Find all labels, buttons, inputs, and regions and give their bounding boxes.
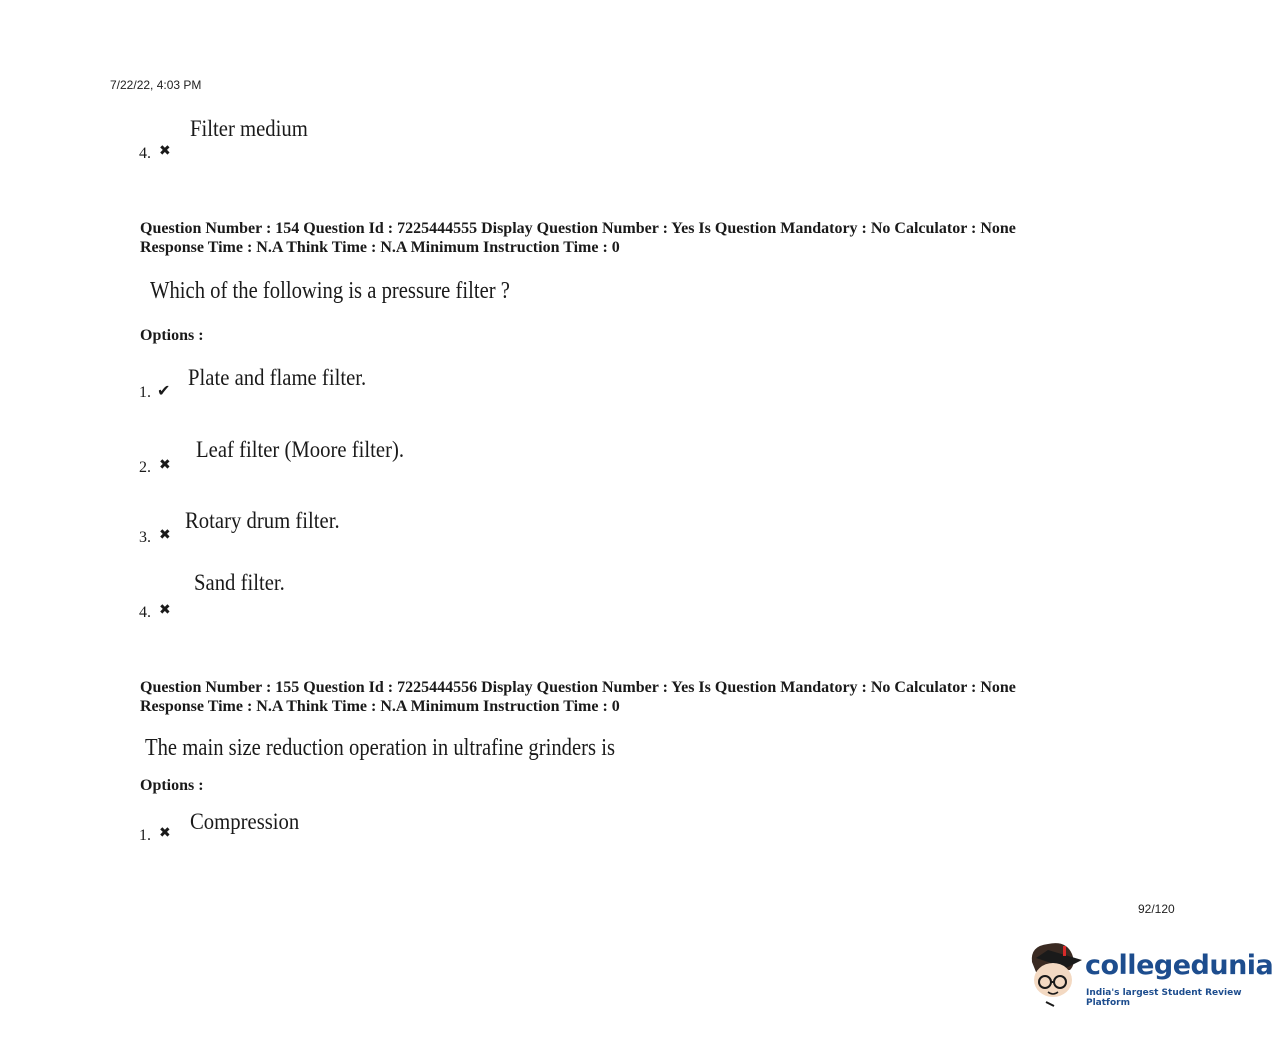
- cross-icon: ✖: [159, 457, 171, 473]
- options-label: Options :: [140, 327, 204, 344]
- option-text: Rotary drum filter.: [185, 508, 340, 533]
- question-meta: [140, 219, 1140, 257]
- option-text: Compression: [190, 809, 300, 834]
- option-number: 1.: [139, 827, 151, 844]
- question-text: The main size reduction operation in ultrafine grinders is: [145, 735, 615, 761]
- question-meta-line1: Question Number : 154 Question Id : 7225444555 Display Question Number : Yes Is Question Mandatory : No Calculator : None: [140, 220, 1016, 237]
- question-meta: [140, 678, 1140, 716]
- options-label: Options :: [140, 777, 204, 794]
- option-number: 3.: [139, 529, 151, 546]
- question-meta-line2: Response Time : N.A Think Time : N.A Minimum Instruction Time : 0: [140, 698, 620, 715]
- option-number: 1.: [139, 384, 151, 401]
- question-meta-line1: Question Number : 155 Question Id : 7225444556 Display Question Number : Yes Is Question Mandatory : No Calculator : None: [140, 679, 1016, 696]
- cross-icon: ✖: [159, 825, 171, 841]
- cross-icon: ✖: [159, 602, 171, 618]
- option-text: Sand filter.: [194, 570, 285, 595]
- mascot-logo-icon: [1026, 940, 1084, 1008]
- option-text: Filter medium: [190, 116, 308, 141]
- option-text: Leaf filter (Moore filter).: [196, 437, 405, 462]
- check-icon: ✔: [157, 381, 171, 400]
- option-number: 4.: [139, 604, 151, 621]
- cross-icon: ✖: [159, 527, 171, 543]
- option-number: 2.: [139, 459, 151, 476]
- question-text: Which of the following is a pressure filter ?: [150, 278, 510, 304]
- brand-tagline: India's largest Student Review Platform: [1086, 988, 1242, 1008]
- cross-icon: ✖: [159, 143, 171, 159]
- print-timestamp: 7/22/22, 4:03 PM: [110, 78, 202, 92]
- option-number: 4.: [139, 145, 151, 162]
- option-text: Plate and flame filter.: [188, 365, 367, 390]
- page-number: 92/120: [1138, 902, 1175, 916]
- brand-name: collegedunia: [1085, 950, 1274, 981]
- question-meta-line2: Response Time : N.A Think Time : N.A Minimum Instruction Time : 0: [140, 239, 620, 256]
